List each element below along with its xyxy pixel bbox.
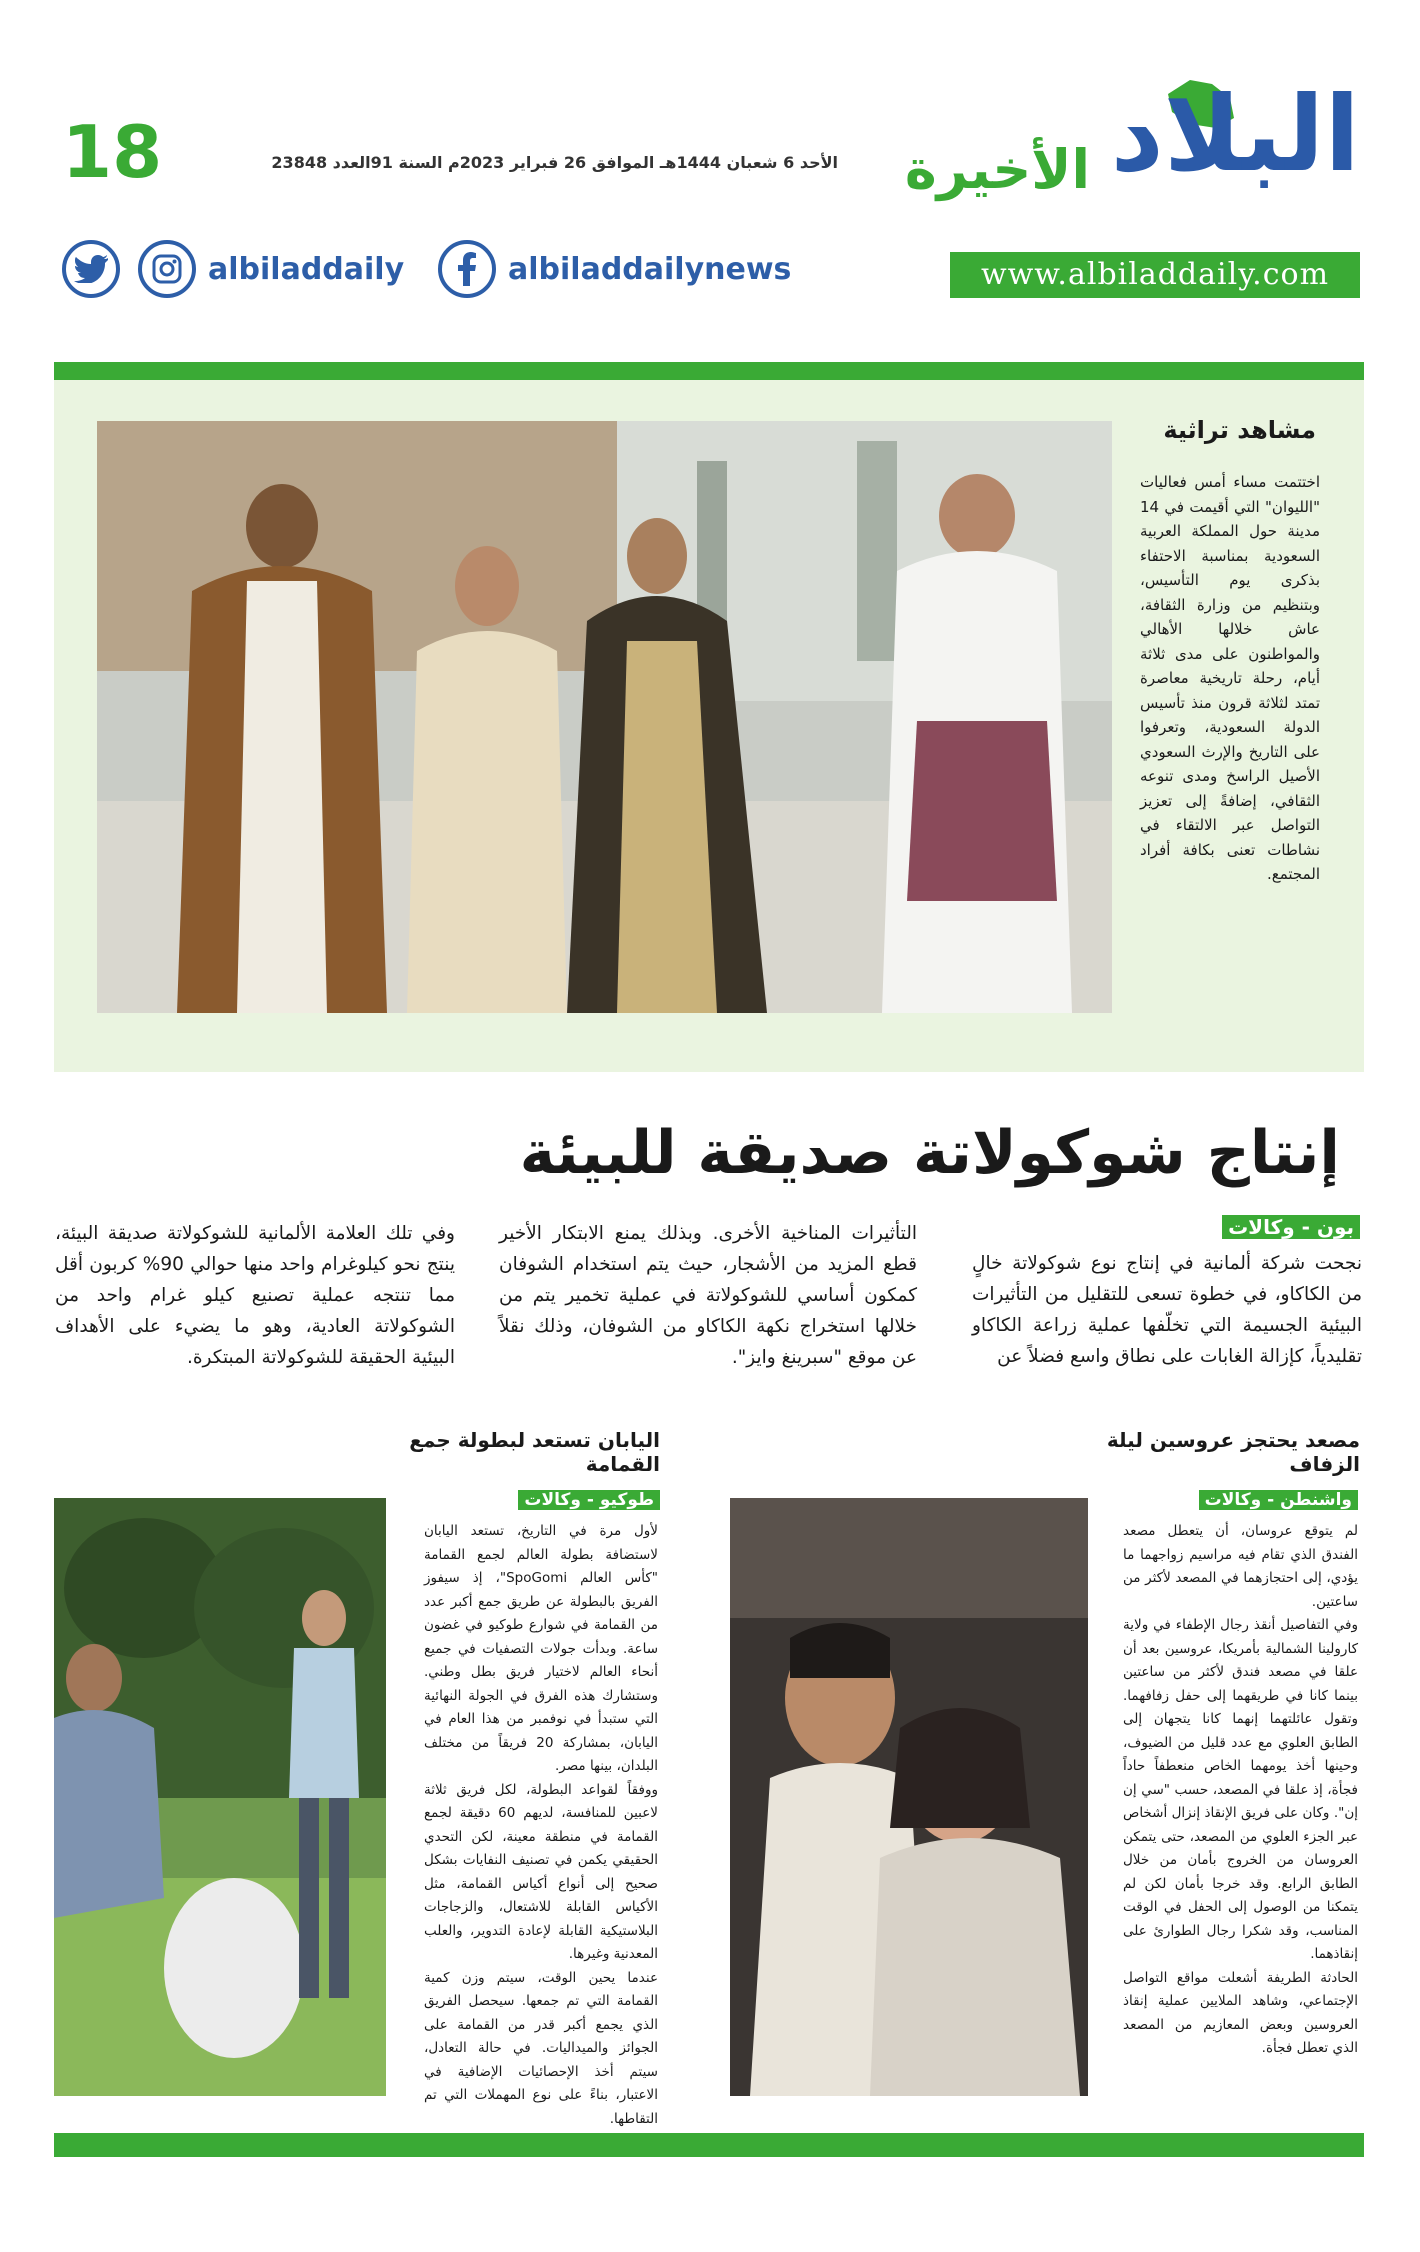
website-link[interactable]: www.albiladdaily.com (950, 252, 1360, 298)
heritage-photo (97, 421, 1112, 1013)
instagram-label: albiladdaily (208, 251, 405, 287)
heritage-body: اختتمت مساء أمس فعاليات "الليوان" التي أقيمت في 14 مدينة حول المملكة العربية السعودية بمناسبة الاحتفاء بذكرى يوم التأسيس، وبتنظيم من وزارة الثقافة، عاش خلالها الأهالي والمواطنون على مدى ثلاثة أيام، رحلة تاريخية معاصرة تمتد لثلاثة قرون منذ تأسيس الدولة السعودية، وتعرفوا على التاريخ والإرث السعودي الأصيل الراسخ ومدى تنوعه الثقافي، إضافةً إلى تعزيز التواصل عبر الالتقاء في نشاطات تعنى بكافة أفراد المجتمع. (1140, 473, 1320, 883)
chocolate-dateline-tag: بون - وكالات (1222, 1215, 1360, 1239)
japan-dateline-tag: طوكيو - وكالات (518, 1490, 660, 1510)
page-number: 18 (62, 110, 163, 194)
footer-bar (54, 2133, 1364, 2157)
wedding-headline: مصعد يحتجز عروسين ليلة الزفاف (1106, 1428, 1360, 1476)
wedding-body: لم يتوقع عروسان، أن يتعطل مصعد الفندق الذي تقام فيه مراسيم زواجهما ما يؤدي، إلى احتجازهما في المصعد لأكثر من ساعتين. وفي التفاصيل أنقذ رجال الإطفاء في ولاية كارولينا الشمالية بأمريكا، عروسين بعد أن علقا في مصعد فندق لأكثر من ساعتين بينما كانا في طريقهما إلى حفل زفافهما. وتقول عائلتهما إنهما كانا يتجهان إلى الطابق العلوي مع عدد قليل من الضيوف، وحينها أخذ يومهما الخاص منعطفاً حاداً فجأة، إذ علقا في المصعد، حسب "سي إن إن". وكان على فريق الإنقاذ إنزال أشخاص عبر الجزء العلوي من المصعد، حتى يتمكن العروسان من الخروج بأمان من خلال الطابق الرابع. وقد خرجا بأمان لكن لم يتمكنا من الوصول إلى الحفل في الوقت المناسب، وقد شكرا رجال الطوارئ على إنقاذهما. الحادثة الطريفة أشعلت مواقع التواصل الإجتماعي، وشاهد الملايين عملية إنقاذ العروسين وبعض المعازيم من المصعد الذي تعطل فجأة. (1123, 1523, 1358, 2056)
twitter-icon[interactable] (62, 240, 120, 298)
wedding-photo (730, 1498, 1088, 2096)
japan-headline: اليابان تستعد لبطولة جمع القمامة (409, 1428, 660, 1476)
japan-body: لأول مرة في التاريخ، تستعد اليابان لاستضافة بطولة العالم لجمع القمامة "كأس العالم SpoGomi"، إذ سيفوز الفريق بالبطولة عن طريق جمع أكبر عدد من القمامة في شوارع طوكيو في غضون ساعة. وبدأت جولات التصفيات في جميع أنحاء العالم لاختيار فريق بطل وطني. وستشارك هذه الفرق في الجولة النهائية التي ستبدأ في نوفمبر من هذا العام في اليابان، بمشاركة 20 فريقاً من مختلف البلدان، بينها مصر. ووفقاً لقواعد البطولة، لكل فريق ثلاثة لاعبين للمنافسة، لديهم 60 دقيقة لجمع القمامة في منطقة معينة، لكن التحدي الحقيقي يكمن في تصنيف النفايات بشكل صحيح إلى أنواع أكياس القمامة، مثل الأكياس القابلة للاشتعال، والزجاجات البلاستيكية القابلة لإعادة التدوير، والعلب المعدنية وغيرها. عندما يحين الوقت، سيتم وزن كمية القمامة التي تم جمعها. سيحصل الفريق الذي يجمع أكبر قدر من القمامة على الجوائز والميداليات. في حالة التعادل، سيتم أخذ الإحصائيات الإضافية في الاعتبار، بناءً على نوع المهملات التي تم التقاطها. (424, 1523, 658, 2127)
chocolate-column-2: التأثيرات المناخية الأخرى. وبذلك يمنع الابتكار الأخير قطع المزيد من الأشجار، حيث يتم استخدام الشوفان كمكون أساسي للشوكولاتة في عملية تخمير يتم من خلالها استخراج نكهة الكاكاو من الشوفان، وذلك نقلاً عن موقع "سبرينغ وايز". (499, 1223, 917, 1368)
chocolate-headline: إنتاج شوكولاتة صديقة للبيئة (519, 1118, 1340, 1188)
instagram-icon (138, 240, 196, 298)
chocolate-column-1: نجحت شركة ألمانية في إنتاج نوع شوكولاتة خالٍ من الكاكاو، في خطوة تسعى للتقليل من التأثيرات البيئية الجسيمة التي تخلّفها عملية زراعة الكاكاو تقليدياً، كإزالة الغابات على نطاق واسع فضلاً عن (972, 1253, 1362, 1367)
facebook-handle[interactable] (438, 240, 791, 298)
newspaper-logo (1050, 73, 1360, 202)
japan-photo (54, 1498, 386, 2096)
heritage-title: مشاهد تراثية (1163, 416, 1316, 444)
chocolate-column-3: وفي تلك العلامة الألمانية للشوكولاتة صديقة البيئة، ينتج نحو كيلوغرام واحد منها حوالي 90% كربون أقل مما تنتجه عملية تصنيع كيلو غرام واحد من الشوكولاتة العادية، وهو ما يضيء على الأهداف البيئية الحقيقة للشوكولاتة المبتكرة. (55, 1223, 455, 1368)
logo-sub-text: الأخيرة (904, 138, 1090, 201)
dateline: الأحد 6 شعبان 1444هـ الموافق 26 فبراير 2023م السنة 91العدد 23848 (271, 153, 838, 172)
instagram-handle[interactable] (138, 240, 404, 298)
wedding-dateline-tag: واشنطن - وكالات (1199, 1490, 1358, 1510)
logo-main-text: البلاد (1110, 73, 1360, 195)
facebook-icon (438, 240, 496, 298)
facebook-label: albiladdailynews (508, 251, 792, 287)
